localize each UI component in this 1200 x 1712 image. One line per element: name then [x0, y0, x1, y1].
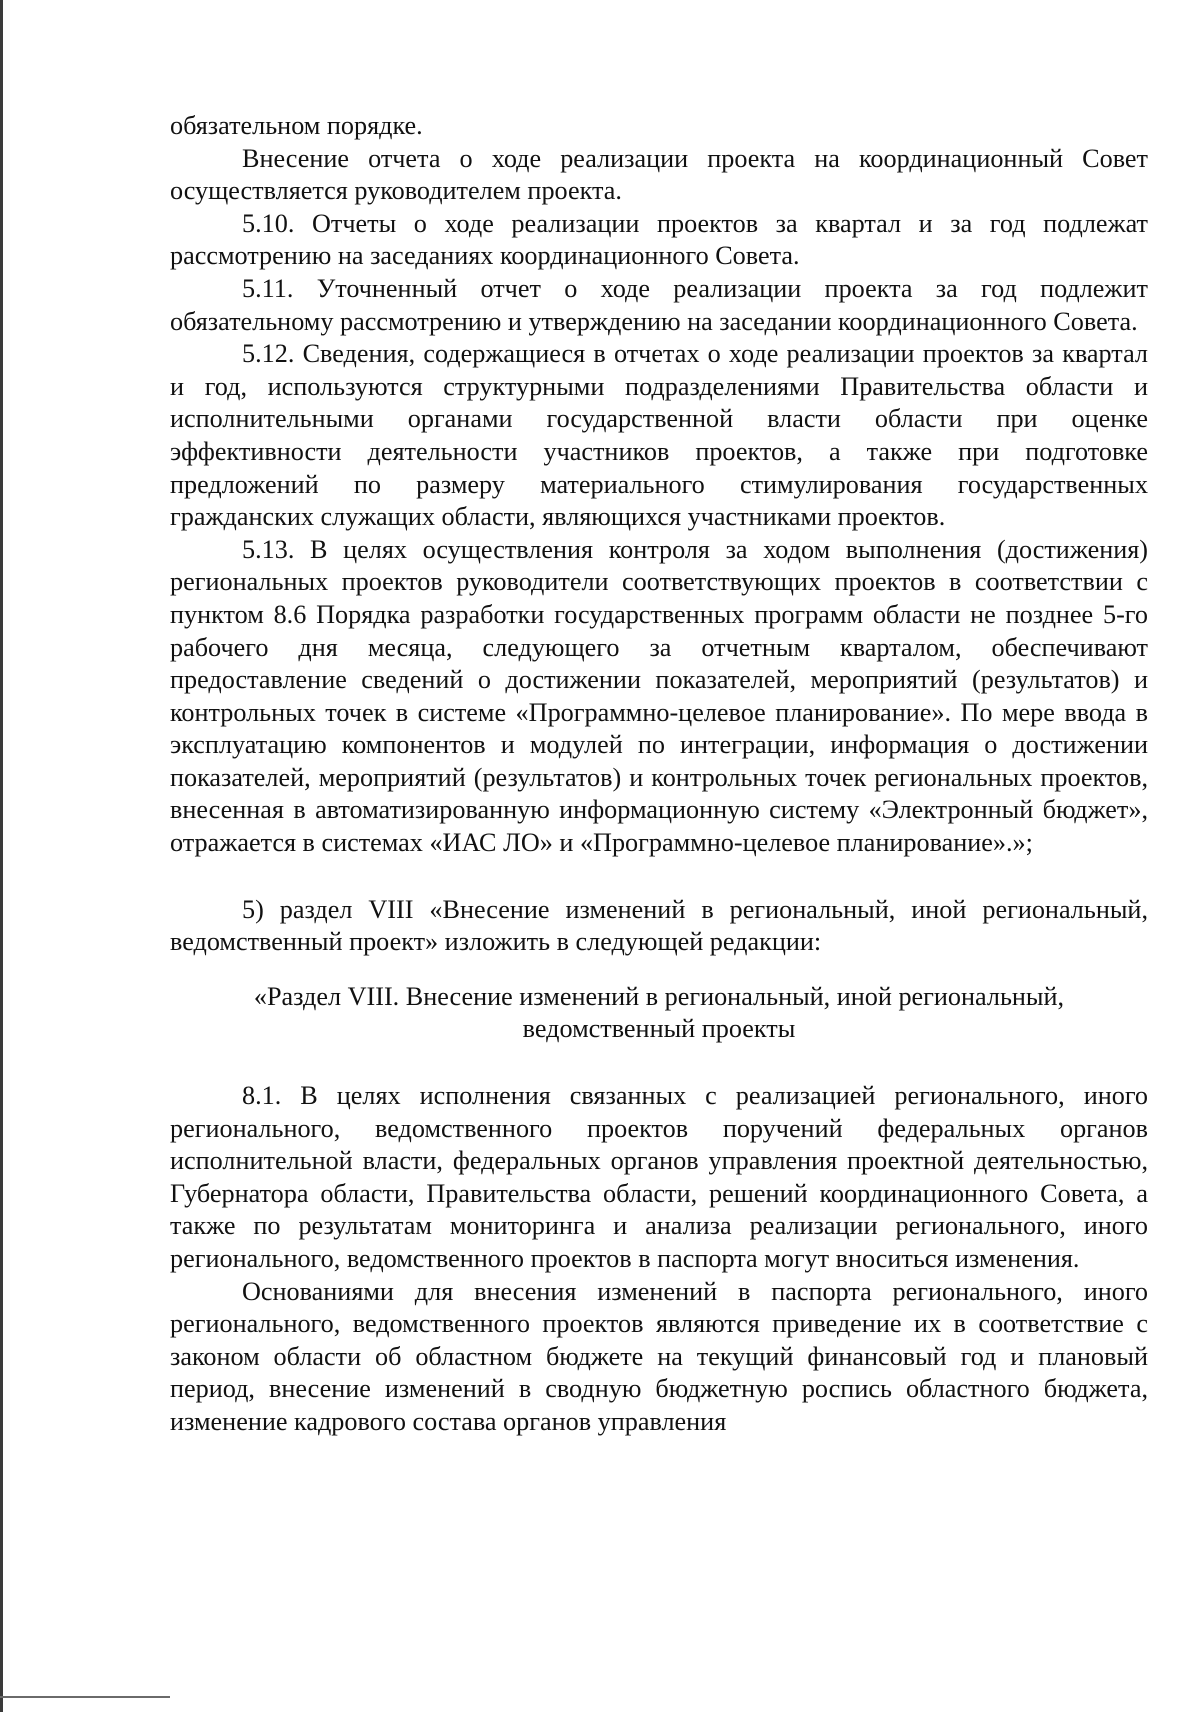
spacer — [170, 1046, 1148, 1080]
paragraph-5-12: 5.12. Сведения, содержащиеся в отчетах о ходе реализации проектов за квартал и год, используются структурными подразделениями Правительства области и исполнительными органами государственной власти области при оценке эффективности деятельности участников проектов, а также при подготовке предложений по размеру материального стимулирования государственных гражданских служащих области, являющихся участниками проектов. — [170, 339, 1148, 532]
paragraph-report-submission: Внесение отчета о ходе реализации проекта на координационный Совет осуществляется руководителем проекта. — [170, 143, 1148, 206]
section-heading: «Раздел VIII. Внесение изменений в региональный, иной региональный, ведомственный проекты — [253, 981, 1065, 1044]
scan-edge-left — [0, 0, 3, 1712]
paragraph-continuation: обязательном порядке. — [170, 111, 423, 140]
paragraph-grounds: Основаниями для внесения изменений в паспорта регионального, иного регионального, ведомственного проектов являются приведение их в соответствие с законом области об областном бюджете на текущий финансовый год и плановый период, внесение изменений в сводную бюджетную роспись областного бюджета, изменение кадрового состава органов управления — [170, 1276, 1148, 1436]
paragraph-5-11: 5.11. Уточненный отчет о ходе реализации проекта за год подлежит обязательному рассмотрению и утверждению на заседании координационного Совета. — [170, 273, 1148, 336]
spacer — [170, 959, 1148, 981]
scan-edge-bottom — [0, 1696, 170, 1698]
paragraph-item-5: 5) раздел VIII «Внесение изменений в региональный, иной региональный, ведомственный проект» изложить в следующей редакции: — [170, 894, 1148, 957]
paragraph-8-1: 8.1. В целях исполнения связанных с реализацией регионального, иного регионального, ведомственного проектов поручений федеральных органов исполнительной власти, федеральных органов управления проектной деятельностью, Губернатора области, Правительства области, решений координационного Совета, а также по результатам мониторинга и анализа реализации регионального, иного регионального, ведомственного проектов в паспорта могут вноситься изменения. — [170, 1081, 1148, 1273]
spacer — [170, 860, 1148, 894]
paragraph-5-10: 5.10. Отчеты о ходе реализации проектов за квартал и за год подлежат рассмотрению на заседаниях координационного Совета. — [170, 208, 1148, 271]
document-page — [170, 110, 1148, 1439]
paragraph-5-13: 5.13. В целях осуществления контроля за ходом выполнения (достижения) региональных проектов руководители соответствующих проектов в соответствии с пунктом 8.6 Порядка разработки государственных программ области не позднее 5-го рабочего дня месяца, следующего за отчетным кварталом, обеспечивают предоставление сведений о достижении показателей, мероприятий (результатов) и контрольных точек в системе «Программно-целевое планирование». По мере ввода в эксплуатацию компонентов и модулей по интеграции, информация о достижении показателей, мероприятий (результатов) и контрольных точек региональных проектов, внесенная в автоматизированную информационную систему «Электронный бюджет», отражается в системах «ИАС ЛО» и «Программно-целевое планирование».»; — [170, 534, 1148, 858]
